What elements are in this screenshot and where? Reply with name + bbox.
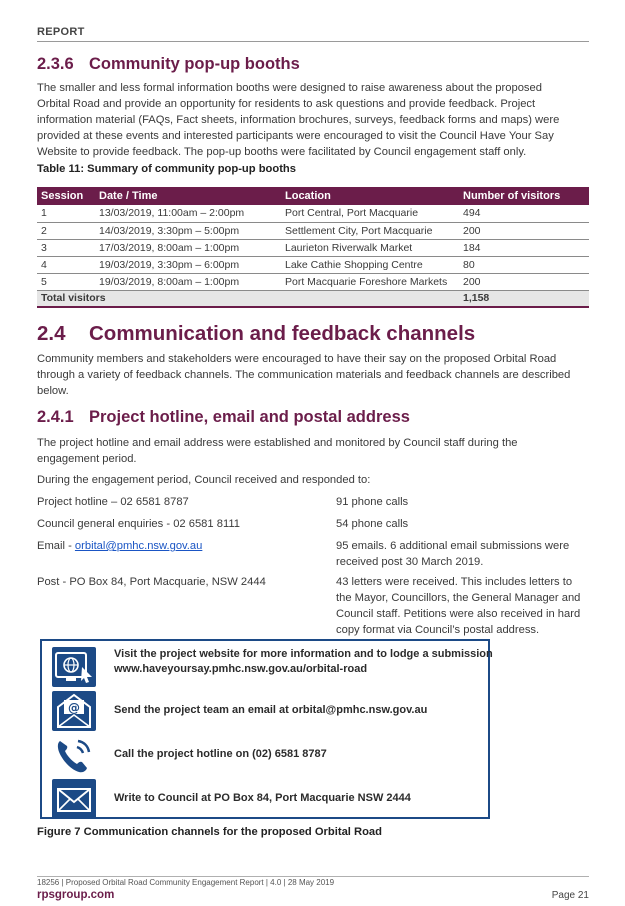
figure-item-phone xyxy=(52,735,482,775)
footer-divider xyxy=(37,876,589,877)
figure-item-text xyxy=(114,647,493,677)
cell-session: 3 xyxy=(37,239,95,256)
contact-value xyxy=(336,538,589,570)
table-row xyxy=(37,273,589,290)
section-title: Project hotline, email and postal address xyxy=(89,408,410,426)
figure-item-text xyxy=(114,747,327,762)
table-row xyxy=(37,205,589,222)
footer-document-info: 18256 | Proposed Orbital Road Community Engagement Report | 4.0 | 28 May 2019 xyxy=(37,878,335,887)
contact-label: Council general enquiries - 02 6581 8111 xyxy=(37,518,240,530)
contact-row-email xyxy=(37,538,589,570)
paragraph-line: engagement period. xyxy=(37,453,137,465)
figure-item-text xyxy=(114,791,411,806)
cell-location: Port Macquarie Foreshore Markets xyxy=(281,273,459,290)
email-icon xyxy=(52,691,96,731)
contact-value-line: 54 phone calls xyxy=(336,518,409,530)
section-title: Communication and feedback channels xyxy=(89,322,476,345)
contact-value-line: received post 30 March 2019. xyxy=(336,556,484,568)
figure-text-line: www.haveyoursay.pmhc.nsw.gov.au/orbital-road xyxy=(114,663,368,675)
section-236-heading xyxy=(37,55,300,74)
section-24-paragraph xyxy=(37,351,589,399)
cell-visitors: 80 xyxy=(459,256,589,273)
header-divider xyxy=(37,41,589,42)
paragraph-line: below. xyxy=(37,385,69,397)
section-title: Community pop-up booths xyxy=(89,55,300,73)
cell-visitors: 200 xyxy=(459,222,589,239)
cell-session: 4 xyxy=(37,256,95,273)
report-page xyxy=(37,0,589,906)
column-header-visitors: Number of visitors xyxy=(459,187,589,205)
contact-row-hotline xyxy=(37,494,589,510)
contact-value-line: copy format via Council’s postal address. xyxy=(336,624,540,636)
contact-row-general-enquiries xyxy=(37,516,589,532)
column-header-date-time: Date / Time xyxy=(95,187,281,205)
cell-date-time: 14/03/2019, 3:30pm – 5:00pm xyxy=(95,222,281,239)
paragraph-line: provided at these events and interested participants were encouraged to visit the Council Have Your Say xyxy=(37,130,554,142)
section-number: 2.3.6 xyxy=(37,55,74,73)
column-header-location: Location xyxy=(281,187,459,205)
figure-item-email xyxy=(52,691,482,731)
section-24-heading xyxy=(37,322,475,346)
cell-location: Settlement City, Port Macquarie xyxy=(281,222,459,239)
contact-value-line: 95 emails. 6 additional email submissions were xyxy=(336,540,570,552)
paragraph-line: through a variety of feedback channels. The communication materials and feedback channels are described xyxy=(37,369,571,381)
cell-session: 5 xyxy=(37,273,95,290)
paragraph-line: The project hotline and email address were established and monitored by Council staff during the xyxy=(37,437,518,449)
contact-value xyxy=(336,574,589,638)
contact-label: Project hotline – 02 6581 8787 xyxy=(37,496,189,508)
communication-channels-figure xyxy=(40,639,493,819)
phone-icon xyxy=(52,735,96,775)
cell-location: Laurieton Riverwalk Market xyxy=(281,239,459,256)
pop-up-booths-table xyxy=(37,187,589,308)
contact-label: Post - PO Box 84, Port Macquarie, NSW 2444 xyxy=(37,576,266,588)
contact-value xyxy=(336,494,589,510)
report-header-label: REPORT xyxy=(37,26,85,38)
section-number: 2.4 xyxy=(37,322,66,345)
cell-date-time: 19/03/2019, 3:30pm – 6:00pm xyxy=(95,256,281,273)
total-label: Total visitors xyxy=(37,290,459,307)
contact-value-line: 91 phone calls xyxy=(336,496,409,508)
email-link[interactable]: orbital@pmhc.nsw.gov.au xyxy=(74,540,203,552)
envelope-icon xyxy=(52,779,96,819)
section-241-paragraph xyxy=(37,435,589,467)
contact-value-line: Council staff. Petitions were also received in hard xyxy=(336,608,581,620)
cell-date-time: 13/03/2019, 11:00am – 2:00pm xyxy=(95,205,281,222)
cell-date-time: 17/03/2019, 8:00am – 1:00pm xyxy=(95,239,281,256)
figure-item-website xyxy=(52,647,493,687)
section-number: 2.4.1 xyxy=(37,408,74,426)
figure-item-post xyxy=(52,779,482,819)
table-row xyxy=(37,256,589,273)
section-241-heading xyxy=(37,408,410,427)
figure-text-line: Send the project team an email at orbital@pmhc.nsw.gov.au xyxy=(114,704,428,716)
footer-brand-link[interactable]: rpsgroup.com xyxy=(37,889,115,901)
contact-row-post xyxy=(37,574,589,638)
column-header-session: Session xyxy=(37,187,95,205)
cell-location: Port Central, Port Macquarie xyxy=(281,205,459,222)
figure-item-text xyxy=(114,703,427,718)
figure-text-line: Call the project hotline on (02) 6581 8787 xyxy=(114,748,327,760)
cell-visitors: 200 xyxy=(459,273,589,290)
cell-session: 1 xyxy=(37,205,95,222)
contact-value-line: the Mayor, Councillors, the General Manager and xyxy=(336,592,581,604)
contact-value-line: 43 letters were received. This includes letters to xyxy=(336,576,573,588)
paragraph-line: Community members and stakeholders were encouraged to have their say on the proposed Orbital Road xyxy=(37,353,557,365)
figure-text-line: Visit the project website for more information and to lodge a submission xyxy=(114,648,493,660)
paragraph-line: information material (FAQs, Fact sheets, information brochures, surveys, feedback forms and maps) were xyxy=(37,114,560,126)
website-icon xyxy=(52,647,96,687)
cell-visitors: 494 xyxy=(459,205,589,222)
table-header-row xyxy=(37,187,589,205)
section-236-paragraph xyxy=(37,80,589,160)
page-number: Page 21 xyxy=(551,890,589,901)
table-row xyxy=(37,222,589,239)
email-label-prefix: Email - xyxy=(37,540,75,552)
cell-date-time: 19/03/2019, 8:00am – 1:00pm xyxy=(95,273,281,290)
svg-text:@: @ xyxy=(68,701,80,715)
total-value: 1,158 xyxy=(459,290,589,307)
figure-text-line: Write to Council at PO Box 84, Port Macquarie NSW 2444 xyxy=(114,792,411,804)
table-row xyxy=(37,239,589,256)
figure-caption: Figure 7 Communication channels for the proposed Orbital Road xyxy=(37,826,382,838)
cell-location: Lake Cathie Shopping Centre xyxy=(281,256,459,273)
cell-session: 2 xyxy=(37,222,95,239)
paragraph-line: The smaller and less formal information booths were designed to raise awareness about the proposed xyxy=(37,82,542,94)
cell-visitors: 184 xyxy=(459,239,589,256)
engagement-intro: During the engagement period, Council received and responded to: xyxy=(37,474,371,486)
table-total-row xyxy=(37,290,589,307)
table-caption: Table 11: Summary of community pop-up booths xyxy=(37,163,296,175)
paragraph-line: Orbital Road and provide an opportunity for residents to ask questions and provide feedback. Project xyxy=(37,98,536,110)
contact-value xyxy=(336,516,589,532)
paragraph-line: Website to provide feedback. The pop-up booths were facilitated by Council engagement staff only. xyxy=(37,146,527,158)
contact-label xyxy=(37,538,202,554)
